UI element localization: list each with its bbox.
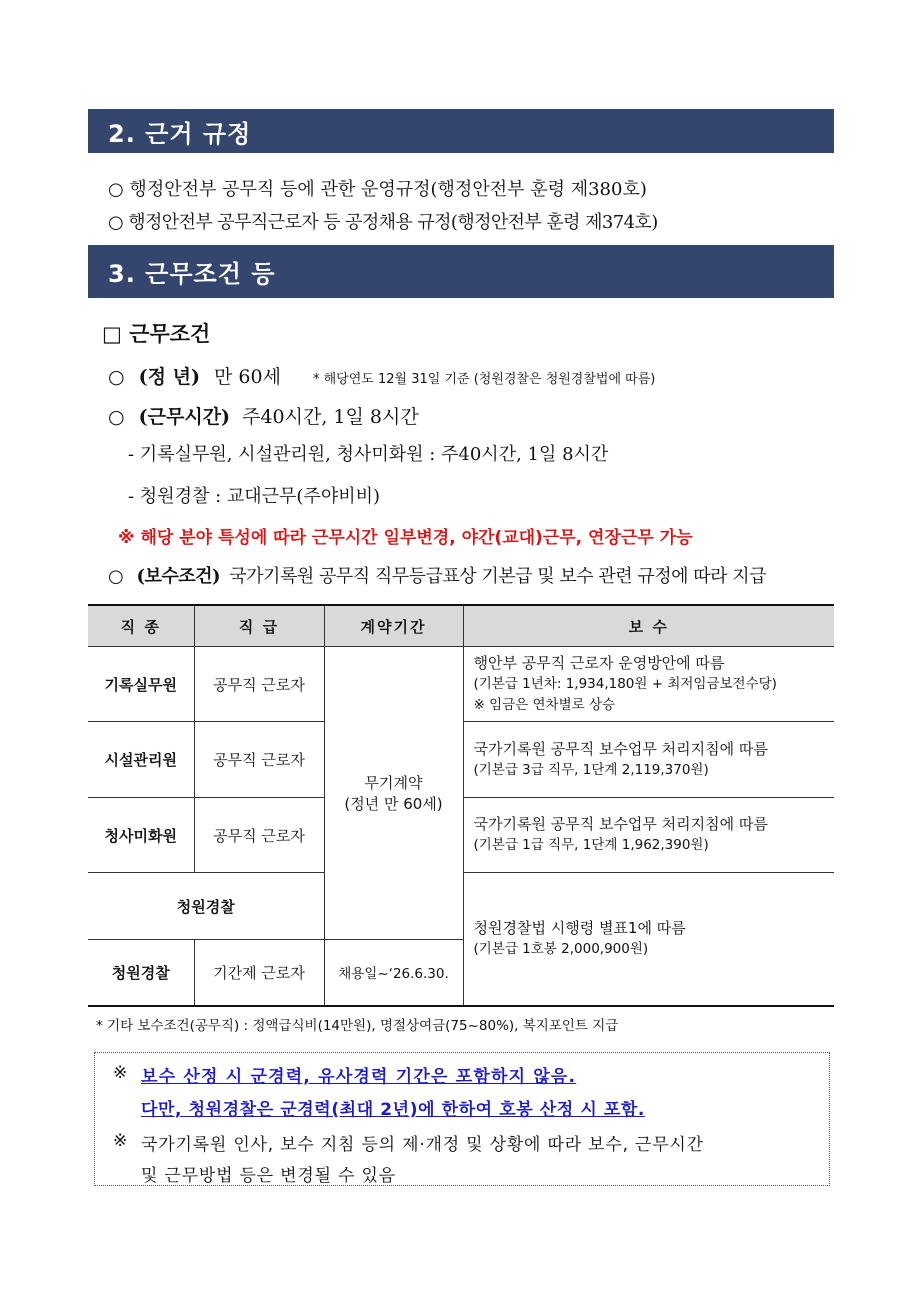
section-2-title: 2. 근거 규정 [108, 119, 252, 148]
pay-cell [463, 798, 834, 873]
pay-label: (보수조건) [136, 566, 221, 587]
section-3-header [88, 245, 834, 298]
hours-bullet: ○ [108, 406, 125, 428]
header-period: 계약기간 [324, 605, 463, 647]
pay-table [88, 604, 834, 1007]
retirement-row [108, 362, 655, 389]
table-header-row [88, 605, 834, 647]
retirement-bullet: ○ [108, 366, 125, 388]
job-cell: 시설관리원 [88, 722, 194, 798]
pay-value: 국가기록원 공무직 직무등급표상 기본급 및 보수 관련 규정에 따라 지급 [229, 566, 767, 587]
retirement-label: (정 년) [138, 366, 200, 388]
notes-box [94, 1052, 830, 1186]
pay-line: (기본급 1년차: 1,934,180원 + 최저임금보전수당) [473, 675, 777, 692]
note-line-3: 국가기록원 인사, 보수 지침 등의 제·개정 및 상황에 따라 보수, 근무시간 [141, 1135, 704, 1155]
retirement-note: * 해당연도 12월 31일 기준 (청원경찰은 청원경찰법에 따름) [312, 372, 656, 387]
table-footnote: * 기타 보수조건(공무직) : 정액급식비(14만원), 명절상여금(75~80%), 복지포인트 지급 [96, 1018, 619, 1034]
grade-cell: 공무직 근로자 [194, 722, 324, 798]
pay-cell [463, 647, 834, 722]
pay-cell [463, 722, 834, 798]
regulation-item-2: ○ 행정안전부 공무직근로자 등 공정채용 규정(행정안전부 훈령 제374호) [108, 212, 658, 233]
note-line-4: 및 근무방법 등은 변경될 수 있음 [141, 1166, 396, 1186]
job-cell: 청원경찰 [88, 940, 194, 1006]
pay-line: ※ 임금은 연차별로 상승 [473, 696, 616, 713]
period-cell: 채용일~‘26.6.30. [324, 940, 463, 1006]
header-job: 직 종 [88, 605, 194, 647]
hours-label: (근무시간) [138, 406, 231, 428]
pay-line: (기본급 3급 직무, 1단계 2,119,370원) [473, 761, 709, 778]
shared-period-cell [324, 647, 463, 940]
hours-warning: ※ 해당 분야 특성에 따라 근무시간 일부변경, 야간(교대)근무, 연장근무 가능 [118, 528, 693, 548]
job-cell: 청원경찰 [88, 873, 324, 940]
grade-cell: 공무직 근로자 [194, 798, 324, 873]
hours-sub-1: - 기록실무원, 시설관리원, 청사미화원 : 주40시간, 1일 8시간 [128, 444, 609, 465]
pay-row [108, 562, 766, 588]
pay-line: (기본급 1급 직무, 1단계 1,962,390원) [473, 837, 709, 853]
note-line-1: 보수 산정 시 군경력, 유사경력 기간은 포함하지 않음. [141, 1067, 577, 1087]
period-line-1: 무기계약 [364, 774, 423, 792]
note-mark-1: ※ [113, 1063, 128, 1083]
pay-line: 국가기록원 공무직 보수업무 처리지침에 따름 [473, 815, 768, 833]
job-cell: 청사미화원 [88, 798, 194, 873]
retirement-value: 만 60세 [214, 366, 281, 388]
regulation-item-1: ○ 행정안전부 공무직 등에 관한 운영규정(행정안전부 훈령 제380호) [108, 179, 647, 200]
section-2-header [88, 109, 834, 153]
pay-line: (기본급 1호봉 2,000,900원) [473, 940, 649, 957]
period-line-2: (정년 만 60세) [344, 795, 443, 813]
grade-cell: 기간제 근로자 [194, 940, 324, 1006]
pay-bullet: ○ [108, 566, 124, 587]
hours-row [108, 402, 419, 429]
hours-value: 주40시간, 1일 8시간 [242, 406, 419, 428]
header-pay: 보 수 [463, 605, 834, 647]
note-line-2: 다만, 청원경찰은 군경력(최대 2년)에 한하여 호봉 산정 시 포함. [141, 1100, 645, 1120]
header-grade: 직 급 [194, 605, 324, 647]
hours-sub-2: - 청원경찰 : 교대근무(주야비비) [128, 486, 381, 507]
pay-line: 행안부 공무직 근로자 운영방안에 따름 [473, 653, 725, 672]
pay-line: 국가기록원 공무직 보수업무 처리지침에 따름 [473, 739, 768, 758]
job-cell: 기록실무원 [88, 647, 194, 722]
grade-cell: 공무직 근로자 [194, 647, 324, 722]
guard-pay-cell [463, 873, 834, 1006]
work-conditions-heading: □ 근무조건 [102, 321, 211, 346]
table-row [88, 647, 834, 722]
note-mark-2: ※ [113, 1131, 128, 1151]
section-3-title: 3. 근무조건 등 [108, 260, 276, 288]
pay-line: 청원경찰법 시행령 별표1에 따름 [473, 918, 686, 937]
